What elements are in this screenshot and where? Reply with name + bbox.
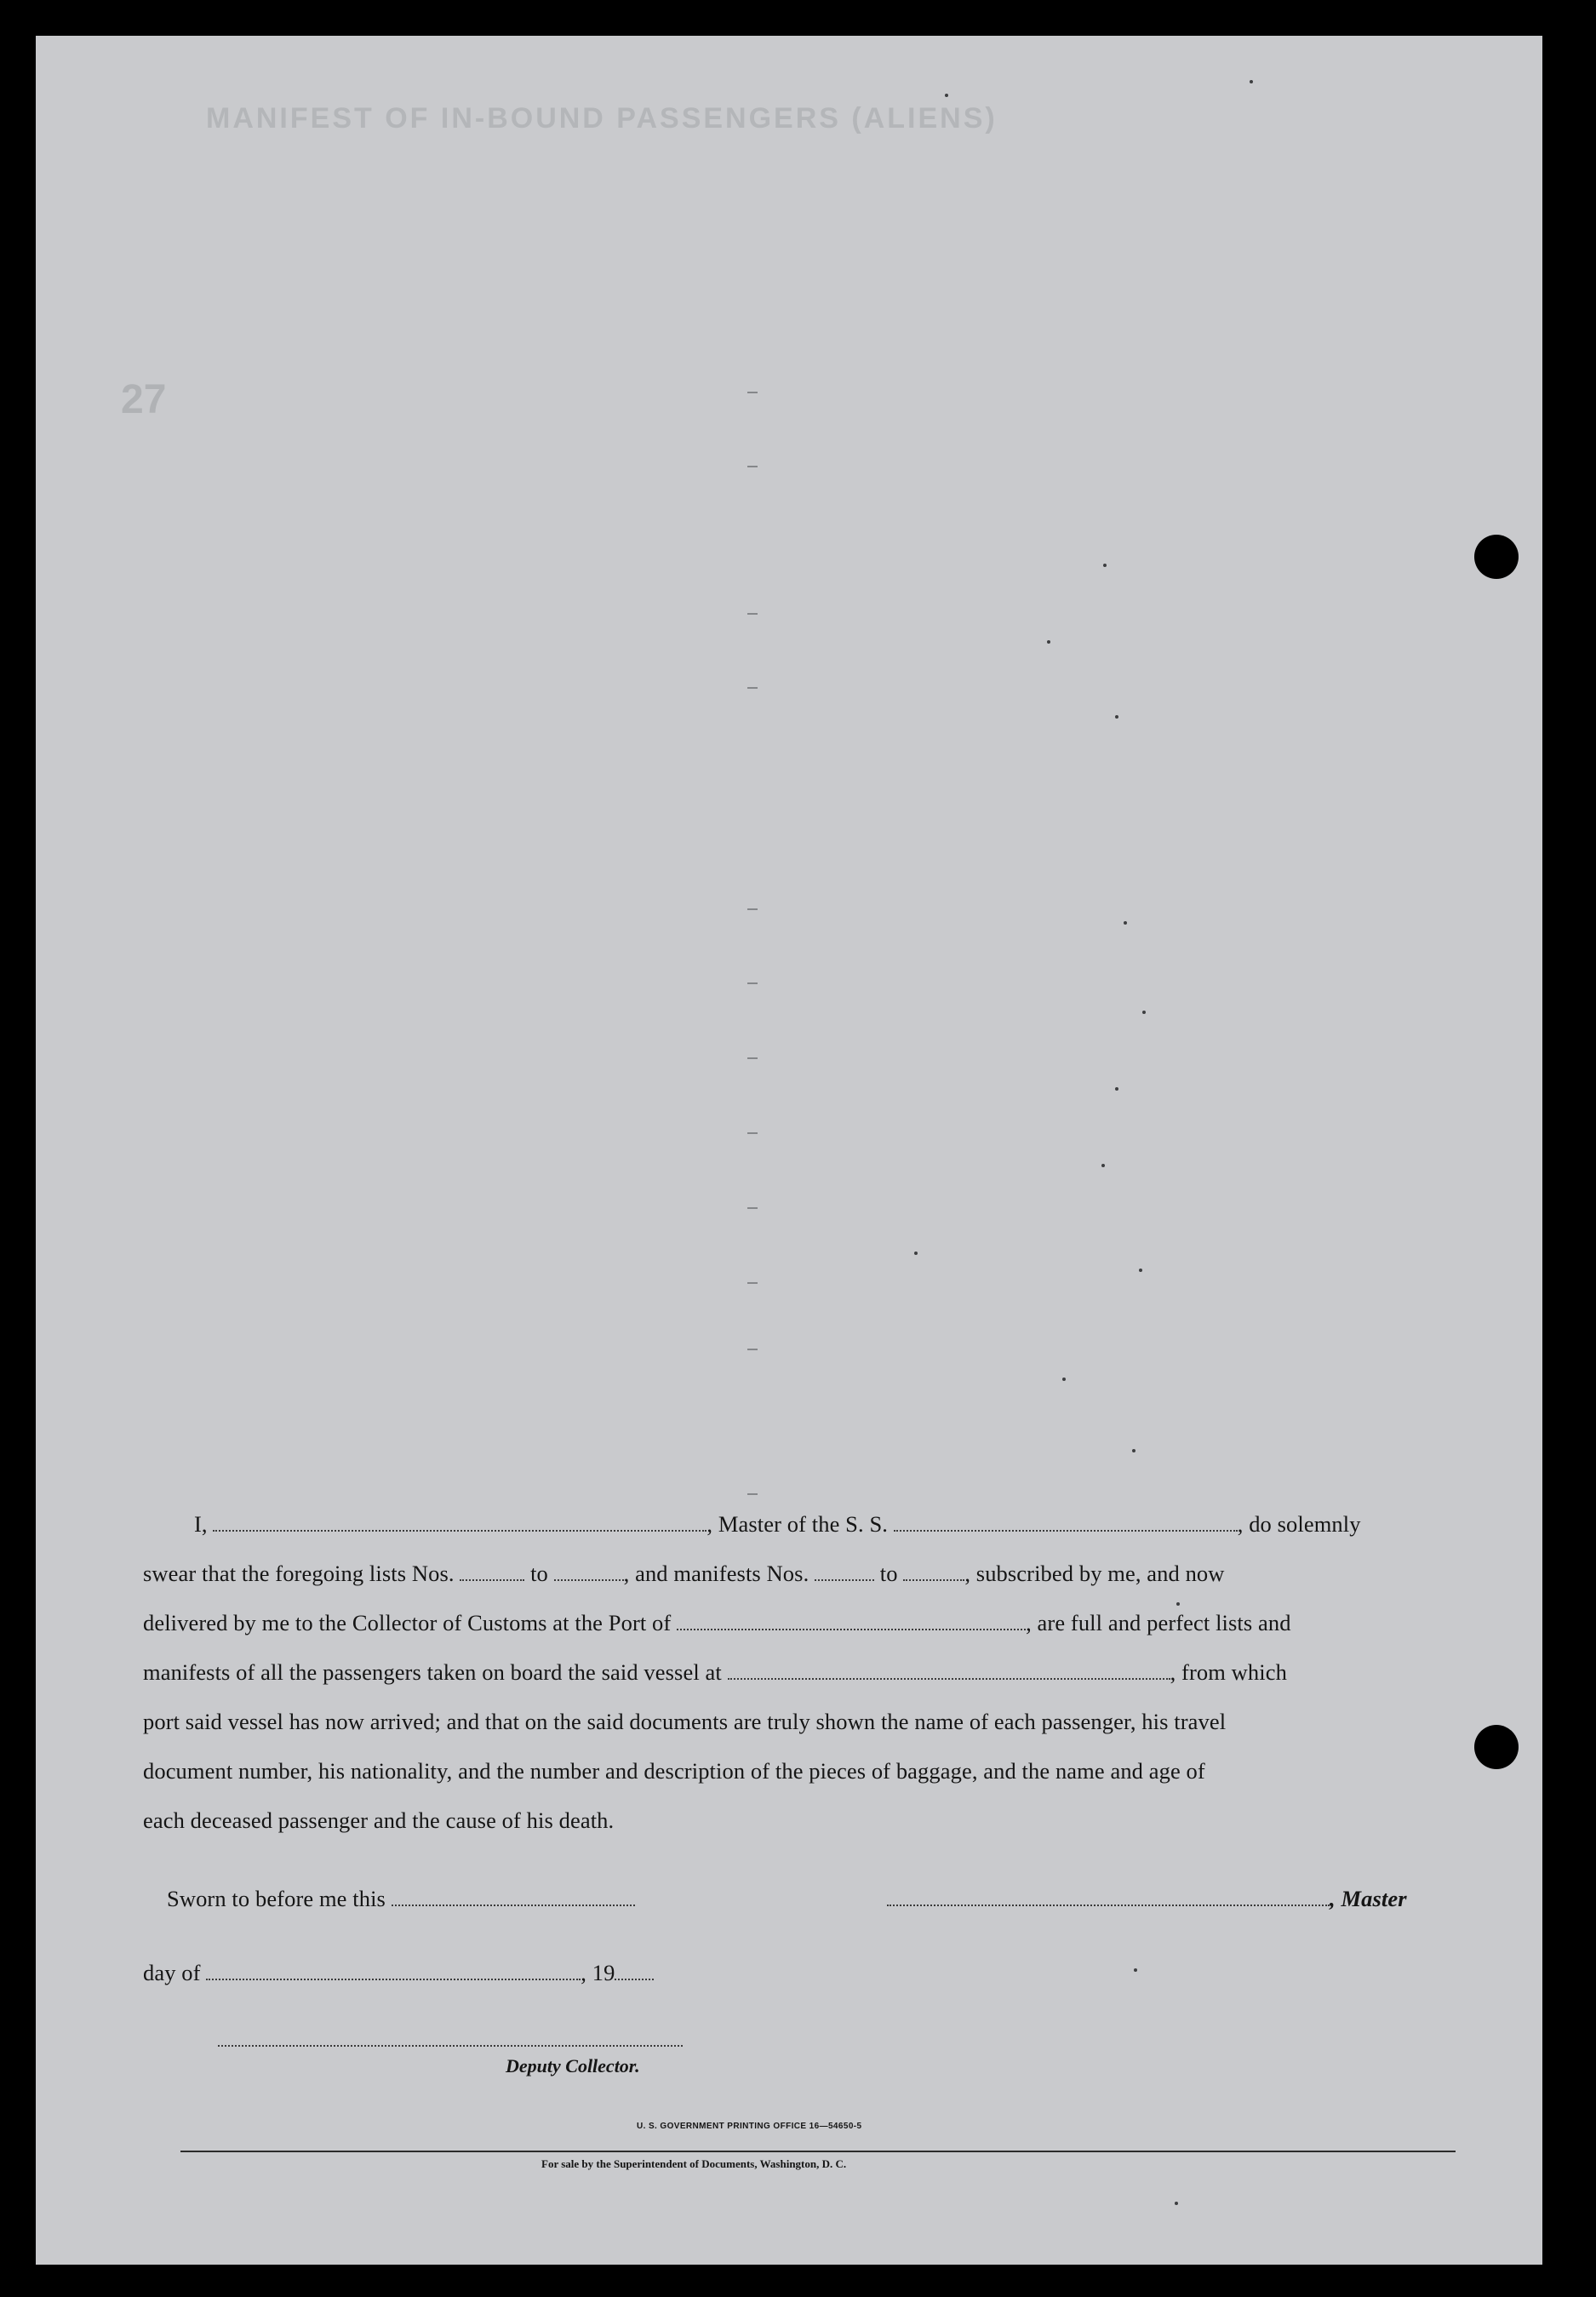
deputy-signature-field[interactable] <box>218 2036 683 2047</box>
faint-dash <box>747 1057 758 1059</box>
manifest-no-from-field[interactable] <box>815 1566 874 1581</box>
vessel-at-label: manifests of all the passengers taken on board the said vessel at <box>143 1659 722 1685</box>
scan-speck <box>1115 715 1118 719</box>
punch-hole-top <box>1474 535 1519 579</box>
from-which-label: , from which <box>1170 1659 1287 1685</box>
manifests-nos-label: , and manifests Nos. <box>623 1561 809 1586</box>
scan-speck <box>914 1252 918 1255</box>
sale-note: For sale by the Superintendent of Documents, Washington, D. C. <box>541 2157 847 2170</box>
faint-dash <box>747 1493 758 1495</box>
sworn-label: Sworn to before me this <box>167 1886 386 1911</box>
solemnly-label: , do solemnly <box>1237 1511 1361 1537</box>
day-of-line <box>143 1960 654 1986</box>
scan-speck <box>1103 564 1107 567</box>
faint-dash <box>747 613 758 615</box>
sworn-day-field[interactable] <box>392 1891 635 1906</box>
master-of-ss-label: , Master of the S. S. <box>706 1511 889 1537</box>
punch-hole-bottom <box>1474 1725 1519 1769</box>
deputy-collector-label: Deputy Collector. <box>506 2055 640 2076</box>
list-no-to-field[interactable] <box>554 1566 624 1581</box>
subscribed-label: , subscribed by me, and now <box>964 1561 1225 1586</box>
scan-speck <box>1101 1164 1105 1167</box>
scan-speck <box>1176 1602 1180 1606</box>
faded-form-title: MANIFEST OF IN-BOUND PASSENGERS (ALIENS) <box>206 102 998 135</box>
scan-speck <box>1062 1378 1066 1381</box>
faint-dash <box>747 466 758 467</box>
oath-line-2 <box>143 1561 1225 1587</box>
manifest-page <box>36 36 1542 2265</box>
scan-speck <box>1250 80 1253 83</box>
scan-speck <box>1175 2202 1178 2205</box>
footer-rule <box>180 2151 1456 2152</box>
oath-pronoun: I, <box>194 1511 208 1537</box>
sworn-line <box>167 1886 635 1912</box>
faint-dash <box>747 1207 758 1209</box>
faint-dash <box>747 1132 758 1134</box>
manifest-no-to-field[interactable] <box>903 1566 964 1581</box>
scan-speck <box>1134 1968 1137 1972</box>
oath-line-3 <box>143 1610 1291 1636</box>
master-signature-line <box>887 1886 1407 1912</box>
faint-dash <box>747 1349 758 1350</box>
faint-dash <box>747 392 758 393</box>
scan-speck <box>1115 1087 1118 1091</box>
faint-dash <box>747 982 758 984</box>
scan-speck <box>1124 921 1127 925</box>
scan-speck <box>945 94 948 97</box>
faded-page-number: 27 <box>121 377 167 422</box>
oath-line-7: each deceased passenger and the cause of his death. <box>143 1807 615 1833</box>
printer-imprint: U. S. GOVERNMENT PRINTING OFFICE 16—54650-5 <box>637 2122 862 2131</box>
vessel-name-field[interactable] <box>894 1516 1238 1532</box>
faint-dash <box>747 1282 758 1284</box>
scan-speck <box>1142 1011 1146 1014</box>
port-field[interactable] <box>677 1615 1026 1630</box>
oath-line-6: document number, his nationality, and the number and description of the pieces of baggage, and the name and age of <box>143 1758 1205 1784</box>
to-label-2: to <box>879 1561 898 1586</box>
faint-dash <box>747 908 758 910</box>
departure-port-field[interactable] <box>728 1664 1170 1680</box>
scan-speck <box>1139 1269 1142 1272</box>
oath-line-1 <box>194 1511 1361 1538</box>
faint-dash <box>747 687 758 689</box>
master-name-field[interactable] <box>213 1516 706 1532</box>
full-perfect-label: , are full and perfect lists and <box>1026 1610 1291 1635</box>
list-no-from-field[interactable] <box>460 1566 524 1581</box>
month-field[interactable] <box>206 1965 581 1980</box>
to-label-1: to <box>530 1561 548 1586</box>
port-of-label: delivered by me to the Collector of Customs at the Port of <box>143 1610 672 1635</box>
day-of-label: day of <box>143 1960 201 1985</box>
master-label: , Master <box>1330 1886 1407 1911</box>
scan-speck <box>1047 640 1050 644</box>
oath-line-5: port said vessel has now arrived; and that on the said documents are truly shown the name of each passenger, his travel <box>143 1709 1227 1734</box>
year-prefix-label: , 19 <box>581 1960 615 1985</box>
scan-speck <box>1132 1449 1136 1452</box>
master-signature-field[interactable] <box>887 1891 1330 1906</box>
lists-nos-label: swear that the foregoing lists Nos. <box>143 1561 455 1586</box>
oath-line-4 <box>143 1659 1287 1686</box>
year-field[interactable] <box>615 1965 654 1980</box>
